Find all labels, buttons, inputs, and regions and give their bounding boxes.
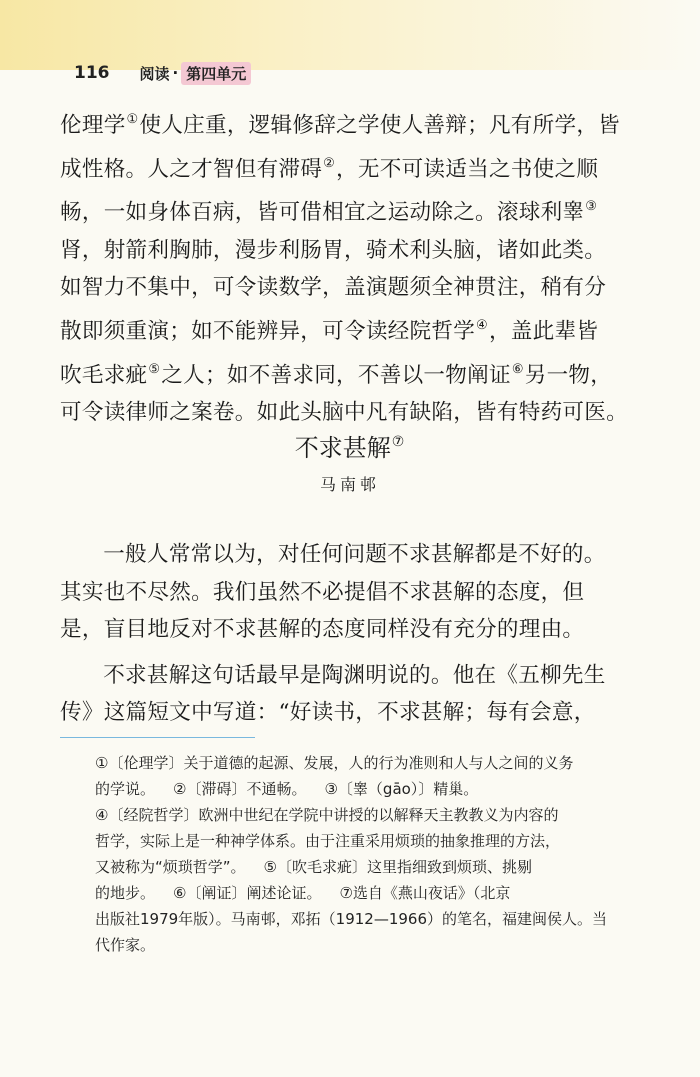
unit-label: 第四单元 [181, 62, 251, 85]
intro-line: 畅，一如身体百病，皆可借相宜之运动除之。滚球利睾③ [60, 199, 598, 226]
footnote-mark: ② [323, 155, 336, 171]
paragraph: 不求甚解这句话最早是陶渊明说的。他在《五柳先生 传》这篇短文中写道：“好读书，不求甚解；每有会意， [60, 662, 606, 726]
footnote-line: 代作家。 [95, 936, 156, 954]
footnote-divider [60, 737, 255, 738]
footnote-7: ⑦选自《燕山夜话》（北京 [339, 884, 511, 902]
article-title: 不求甚解⑦ [294, 434, 405, 462]
footnote-mark: ③ [585, 199, 598, 215]
footnote-line: 出版社1979年版）。马南邨，邓拓（1912—1966）的笔名，福建闽侯人。当 [95, 910, 608, 928]
footnote-2: ②〔滞碍〕不通畅。 [173, 780, 307, 798]
page-number: 116 [74, 63, 110, 83]
footnote-line: ④〔经院哲学〕欧洲中世纪在学院中讲授的以解释天主教教义为内容的 [95, 806, 559, 824]
footnote-mark: ⑥ [511, 361, 524, 377]
article-body [60, 536, 650, 732]
footnote-line: ①〔伦理学〕关于道德的起源、发展，人的行为准则和人与人之间的义务 [95, 754, 574, 772]
page-header [74, 60, 251, 86]
footnote-line: 又被称为“烦琐哲学”。 ⑤〔吹毛求疵〕这里指细致到烦琐、挑剔 [95, 858, 532, 876]
footnotes [95, 750, 651, 958]
footnote-mark: ① [126, 112, 139, 127]
intro-line: 吹毛求疵⑤之人；如不善求同，不善以一物阐证⑥另一物， [60, 361, 613, 388]
footnote-mark: ⑦ [391, 434, 405, 450]
footnote-5: ⑤〔吹毛求疵〕这里指细致到烦琐、挑剔 [263, 858, 532, 876]
footnote-6: ⑥〔阐证〕阐述论证。 [173, 884, 322, 902]
footnote-3: ③〔睾（gāo）〕精巢。 [324, 780, 479, 798]
footnote-line: 的地步。 ⑥〔阐证〕阐述论证。 ⑦选自《燕山夜话》（北京 [95, 884, 511, 902]
intro-line: 肾，射箭利胸肺，漫步利肠胃，骑术利头脑，诸如此类。 [60, 237, 607, 263]
footnote-mark: ④ [476, 317, 488, 333]
footnote-line: 哲学，实际上是一种神学体系。由于注重采用烦琐的抽象推理的方法， [95, 832, 561, 850]
intro-line: 如智力不集中，可令读数学，盖演题须全神贯注，稍有分 [60, 275, 607, 301]
header-separator: · [172, 64, 179, 82]
footnote-mark: ⑤ [148, 361, 161, 377]
intro-passage [60, 101, 650, 432]
section-label: 阅读 [139, 64, 170, 83]
footnote-line: 的学说。 ②〔滞碍〕不通畅。 ③〔睾（gāo）〕精巢。 [95, 780, 479, 798]
intro-line: 成性格。人之才智但有滞碍②，无不可读适当之书使之顺 [60, 155, 599, 182]
intro-line: 散即须重演；如不能辨异，可令读经院哲学④，盖此辈皆 [60, 317, 599, 344]
article-author: 马南邨 [319, 475, 380, 494]
paragraph: 一般人常常以为，对任何问题不求甚解都是不好的。 其实也不尽然。我们虽然不必提倡不求甚解的态度，但 是，盲目地反对不求甚解的态度同样没有充分的理由。 [60, 542, 606, 643]
intro-line: 伦理学①使人庄重，逻辑修辞之学使人善辩；凡有所学，皆 [60, 112, 621, 138]
intro-line: 可令读律师之案卷。如此头脑中凡有缺陷，皆有特药可医。 [60, 400, 628, 426]
